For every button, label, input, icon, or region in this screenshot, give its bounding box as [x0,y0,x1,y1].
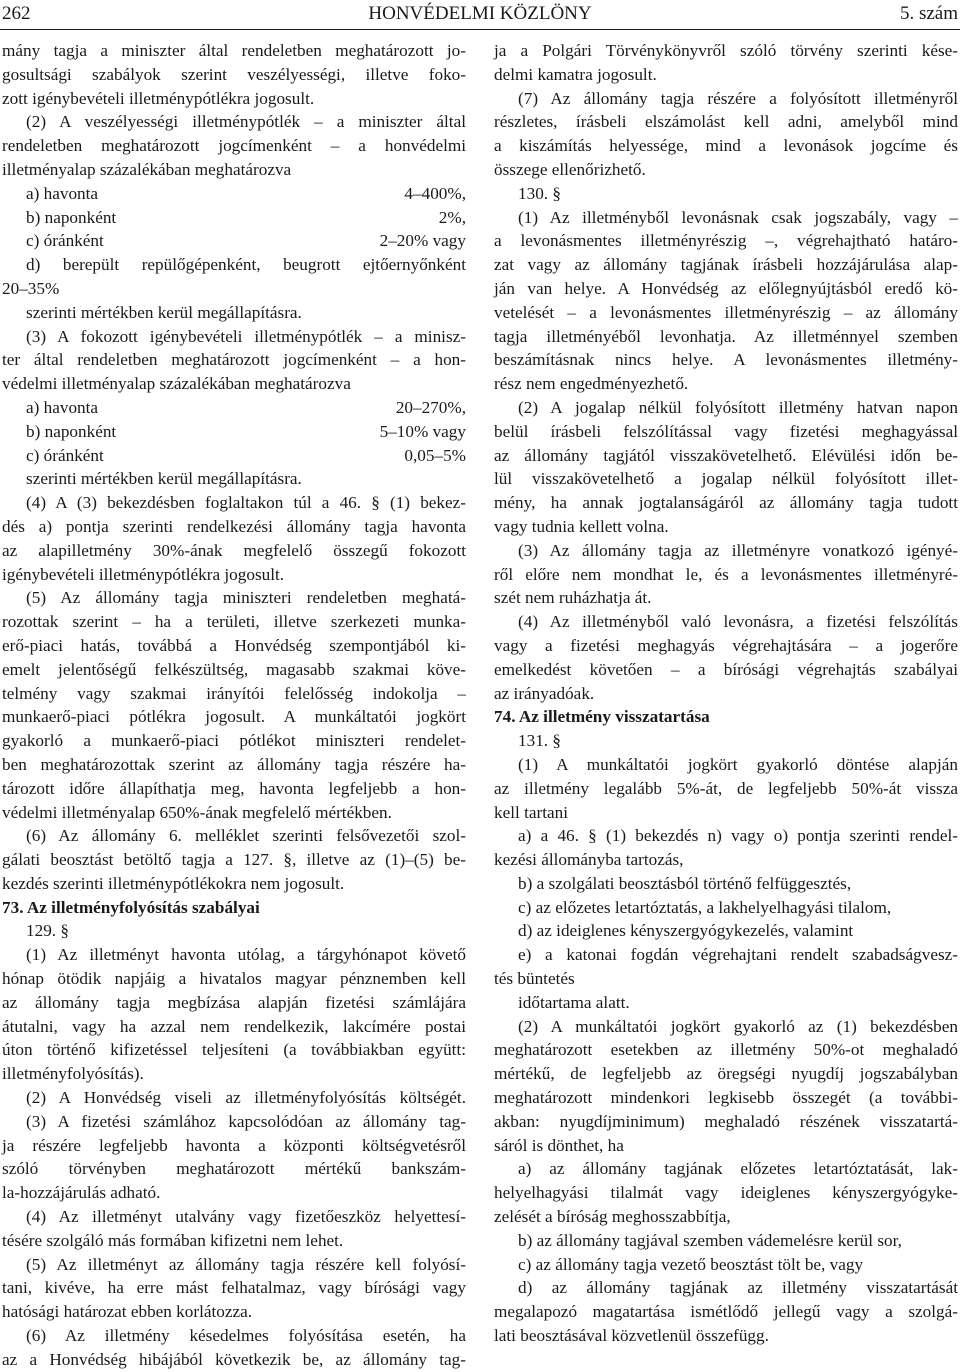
text-line: tés büntetés [494,969,575,989]
text-line: ja a Polgári Törvénykönyvről szóló törvény szerinti kése- [494,41,958,60]
text-line: d) berepült repülőgépenként, beugrott ejtőernyőnként [26,255,466,275]
text-line: a levonásmentes illetményrészig –, végrehajtható határo- [494,231,958,251]
text-line: szerinti mértékben kerül megállapításra. [26,469,302,489]
text-line: (3) A fizetési számlához kapcsolódóan az állomány tag- [26,1111,466,1131]
text-line: c) az előzetes letartóztatás, a lakhelyelhagyási tilalom, [518,897,892,917]
text-line: zat vagy az állomány tagjának írásbeli hozzájárulása alap- [494,255,958,275]
issue-number: 5. szám [899,3,958,24]
text-line: mény, ha annak jogtalanságáról az állomány tagja tudott [494,493,958,513]
text-line: átutalni, vagy ha azzal nem rendelkezik, lakcímére postai [2,1016,466,1036]
journal-title: HONVÉDELMI KÖZLÖNY [368,3,592,24]
text-line: sáról is dönthet, ha [494,1135,624,1155]
text-line: dés a) pontja szerinti rendelkezési állomány tagja havonta [2,516,466,536]
text-line: a kiszámítás helyessége, mind a levonások jogcíme és [494,136,958,156]
text-line: akban: nyugdíjminimum) meghaladó részének visszatartá- [494,1111,958,1131]
page-header [0,0,960,30]
row-value: 2%, [438,207,466,227]
left-column [2,39,466,1372]
text-line: időtartama alatt. [518,992,630,1012]
text-line: mány tagja a miniszter által rendeletben meghatározott jo- [2,41,466,60]
text-line: az állomány tagjától visszakövetelhető. Elévülési időn be- [494,445,958,465]
text-line: kell tartani [494,802,568,822]
row-value: 5–10% vagy [379,421,466,441]
text-line: (5) Az állomány tagja miniszteri rendeletben meghatá- [26,588,466,608]
text-line: védelmi illetményalap 650%-ának megfelelő mértékben. [2,802,392,822]
text-line: kezdés szerinti illetménypótlékokra nem jogosult. [2,873,345,893]
text-line: emelt jelentőségű felkészültség, magasabb szakmai köve- [2,659,466,679]
value-row [2,206,466,230]
text-line: d) az ideiglenes kényszergyógykezelés, valamint [518,921,854,941]
text-line: az a Honvédség hibájából következik be, az állomány tag- [2,1349,466,1369]
text-line: emelkedést követően – a bírósági végrehajtás szabályai [494,659,958,679]
text-line: szét nem ruházhatja át. [494,588,652,608]
text-line: rész nem engedményezhető. [494,374,689,394]
row-value: 2–20% vagy [379,231,466,251]
text-line: (4) Az illetményt utalvány vagy fizetőeszköz helyettesí- [26,1207,466,1227]
header-rule [0,29,960,30]
text-line: úton történő kifizetéssel teljesíteni (a továbbiakban együtt: [2,1040,466,1060]
text-line: erő-piaci hatás, továbbá a Honvédség szempontjából ki- [2,635,466,655]
text-line: illetményfolyósítás). [2,1064,144,1084]
text-line: zelését a bíróság meghosszabbítja, [494,1207,731,1227]
row-value: 20–270%, [395,397,466,417]
text-line: szóló törvényben meghatározott mértékű bankszám- [2,1159,466,1179]
text-line: részletes, írásbeli elszámolást kell adni, amelyből mind [494,112,958,132]
text-line: rendeletben meghatározott jogcímenként – a honvédelmi [2,136,466,156]
text-line: tani, kivéve, ha erre mást felhatalmaz, vagy bírósági vagy [2,1278,466,1298]
text-line: (2) A munkáltatói jogkört gyakorló az (1) bekezdésben [518,1016,958,1036]
text-line: (7) Az állomány tagja részére a folyósított illetményről [518,88,958,108]
text-line: lati beosztásával közvetlenül összefügg. [494,1326,769,1346]
text-line: 131. § [518,731,561,751]
text-line: (6) Az illetmény késedelmes folyósítása esetén, ha [26,1326,466,1346]
text-line: (1) A munkáltatói jogkört gyakorló döntése alapján [518,754,958,774]
row-label: a) havonta [26,397,99,417]
text-line: tésére szolgáló más formában kifizetni nem lehet. [2,1230,344,1250]
text-line: (4) Az illetményből való levonásra, a fizetési felszólítás [518,612,958,632]
text-line: d) az állomány tagjának az illetmény visszatartását [518,1278,958,1298]
text-line: tagja illetményéből levonhatja. Az illetménnyel szemben [494,326,958,346]
row-label: b) naponként [26,207,117,227]
text-line: telmény vagy szakmai irányítói felelősség indokolja – [2,683,466,703]
text-line: rozottak szerint – ha a területi, illetve szerkezeti munka- [2,612,466,632]
text-line: az illetmény legalább 5%-át, de legfeljebb 50%-át vissza [494,778,958,798]
row-value: 0,05–5% [404,445,466,465]
text-line: delmi kamatra jogosult. [494,64,657,84]
text-line: (1) Az illetményből levonásnak csak jogszabály, vagy – [518,207,958,227]
text-line: e) a katonai fogdán végrehajtani rendelt szabadságvesz- [518,945,958,965]
text-line: gálati beosztást betöltő tagja a 127. §, illetve az (1)–(5) be- [2,850,466,870]
text-line: meghatározott esetekben az illetmény 50%-ot meghaladó [494,1040,958,1060]
row-value: 4–400%, [404,183,466,203]
text-line: megalapozó magatartása ismétlődő jellegű vagy a szolgá- [494,1302,958,1322]
text-line: 20–35% [2,278,60,298]
text-line: helyelhagyási tilalmát vagy ideiglenes kényszergyógyke- [494,1183,958,1203]
text-line: ján van helye. A Honvédség az előlegnyújtásból eredő kö- [494,278,958,298]
text-line: az alapilletmény 30%-ának megfelelő összegű fokozott [2,540,466,560]
text-line: hatósági határozat ebben korlátozza. [2,1302,253,1322]
text-line: (1) Az illetményt havonta utólag, a tárgyhónapot követő [26,945,466,965]
text-line: belül írásbeli felszólítással vagy fizetési meghagyással [494,421,958,441]
text-line: (2) A jogalap nélkül folyósított illetmény hatvan napon [518,397,958,417]
text-line: összege ellenőrizhető. [494,159,646,179]
text-line: az irányadóak. [494,683,595,703]
text-line: igénybevételi illetménypótlékra jogosult. [2,564,285,584]
text-line: vagy tudnia kellett volna. [494,516,669,536]
text-line: b) az állomány tagjával szemben vádemelésre kerül sor, [518,1230,902,1250]
text-line: c) az állomány tagja vezető beosztást tölt be, vagy [518,1254,864,1274]
text-line: (2) A Honvédség viseli az illetményfolyósítás költségét. [26,1088,466,1108]
text-line: hónap ötödik napjáig a hivatalos magyar pénznemben kell [2,969,466,989]
text-line: (2) A veszélyességi illetménypótlék – a miniszter által [26,112,466,132]
row-label: b) naponként [26,421,117,441]
row-label: a) havonta [26,183,99,203]
text-line: gyakorló a munkaerő-piaci pótlékot miniszteri rendelet- [2,731,466,751]
text-line: (4) A (3) bekezdésben foglaltakon túl a 46. § (1) bekez- [26,493,466,513]
value-row [2,182,466,206]
text-line: a) az állomány tagjának előzetes letartóztatását, lak- [518,1159,958,1179]
text-line: (3) Az állomány tagja az illetményre vonatkozó igényé- [518,540,958,560]
text-line: beszámításnak nincs helye. A levonásmentes illetmény- [494,350,958,370]
text-line: 130. § [518,183,561,203]
text-line: ja részére legfeljebb havonta a központi költségvetésről [2,1135,466,1155]
text-line: la-hozzájárulás adható. [2,1183,161,1203]
text-line: vetelését – a levonásmentes illetményrészig – az állomány [494,302,958,322]
text-line: (6) Az állomány 6. melléklet szerinti felsővezetői szol- [26,826,466,846]
section-heading: 73. Az illetményfolyósítás szabályai [2,897,260,917]
text-line: tározott időre állapíthatja meg, havonta legfeljebb a hon- [2,778,466,798]
row-label: c) óránként [26,231,104,251]
right-column [494,39,958,1348]
text-line: meghatározott mindenkori legkisebb összegét (a további- [494,1088,958,1108]
value-row [2,396,466,420]
text-line: az állomány tagja megbízása alapján fizetési számlájára [2,992,466,1012]
text-line: vagy a fizetési meghagyás végrehajtására – a jogerőre [494,635,958,655]
text-line: mértékű, de legfeljebb az öregségi nyugdíj jogszabályban [494,1064,958,1084]
value-row [2,444,466,468]
text-line: ter által rendeletben meghatározott jogcímenként – a hon- [2,350,466,370]
page-number: 262 [2,3,31,24]
text-line: kezési állományba tartozás, [494,850,684,870]
text-line: védelmi illetményalap százalékában meghatározva [2,374,351,394]
text-line: ben meghatározottak szerint az állomány tagja részére ha- [2,754,466,774]
text-line: illetményalap százalékában meghatározva [2,159,292,179]
text-line: gosultsági szabályok szerint veszélyességi, illetve foko- [2,64,466,84]
text-line: (3) A fokozott igénybevételi illetménypótlék – a minisz- [26,326,466,346]
value-row [2,420,466,444]
section-heading: 74. Az illetmény visszatartása [494,707,710,727]
text-line: (5) Az illetményt az állomány tagja részére kell folyósí- [26,1254,466,1274]
text-line: munkaerő-piaci pótlékra jogosult. A munkáltatói jogkört [2,707,466,727]
value-row [2,229,466,253]
text-line: szerinti mértékben kerül megállapításra. [26,302,302,322]
row-label: c) óránként [26,445,104,465]
text-line: 129. § [26,921,69,941]
text-line: b) a szolgálati beosztásból történő felfüggesztés, [518,873,852,893]
text-line: a) a 46. § (1) bekezdés n) vagy o) pontja szerinti rendel- [518,826,958,846]
text-line: lül visszakövetelhető a jogalap nélkül folyósított illet- [494,469,958,489]
text-line: ről előre nem mondhat le, és a levonásmentes illetményré- [494,564,958,584]
text-line: zott igénybevételi illetménypótlékra jogosult. [2,88,315,108]
